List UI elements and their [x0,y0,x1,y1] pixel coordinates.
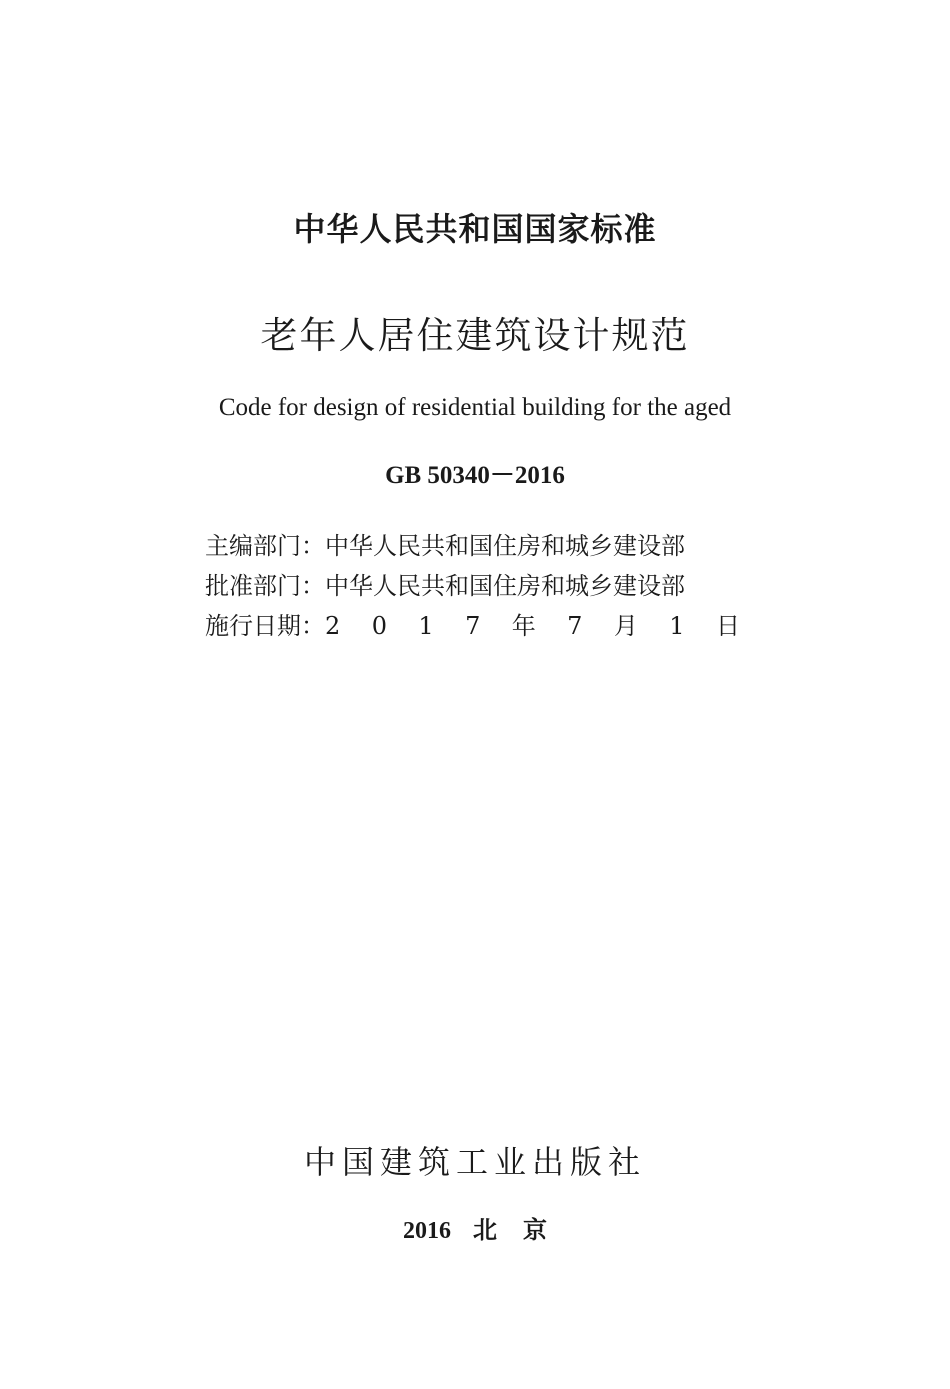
approval-label: 批准部门： [205,572,325,600]
date-char: 日 [715,612,740,640]
standard-code: GB 50340－2016 [385,462,565,489]
date-char: 2 [325,612,341,640]
date-char: 7 [465,612,481,640]
date-char: 1 [669,612,685,640]
chief-editor-value: 中华人民共和国住房和城乡建设部 [325,532,685,560]
approval-row [205,566,765,606]
document-title-chinese: 老年人居住建筑设计规范 [260,314,690,357]
effective-date-value [325,606,740,646]
document-title-english: Code for design of residential building for the aged [218,394,732,421]
publication-year: 2016 [403,1218,451,1244]
date-char: 年 [511,612,536,640]
date-char: 7 [567,612,583,640]
date-char: 1 [418,612,434,640]
publication-city-char: 北 [473,1218,497,1244]
approval-value: 中华人民共和国住房和城乡建设部 [325,572,685,600]
effective-date-row [205,606,765,646]
publication-metadata [205,526,765,646]
standard-series-heading: 中华人民共和国国家标准 [293,210,657,248]
date-char: 0 [371,612,387,640]
publication-city-char: 京 [523,1218,547,1244]
publisher-name: 中国建筑工业出版社 [303,1143,646,1181]
effective-date-label: 施行日期： [205,612,325,640]
publication-year-place [0,1213,950,1249]
chief-editor-label: 主编部门： [205,532,325,560]
date-char: 月 [613,612,638,640]
chief-editor-row [205,526,765,566]
